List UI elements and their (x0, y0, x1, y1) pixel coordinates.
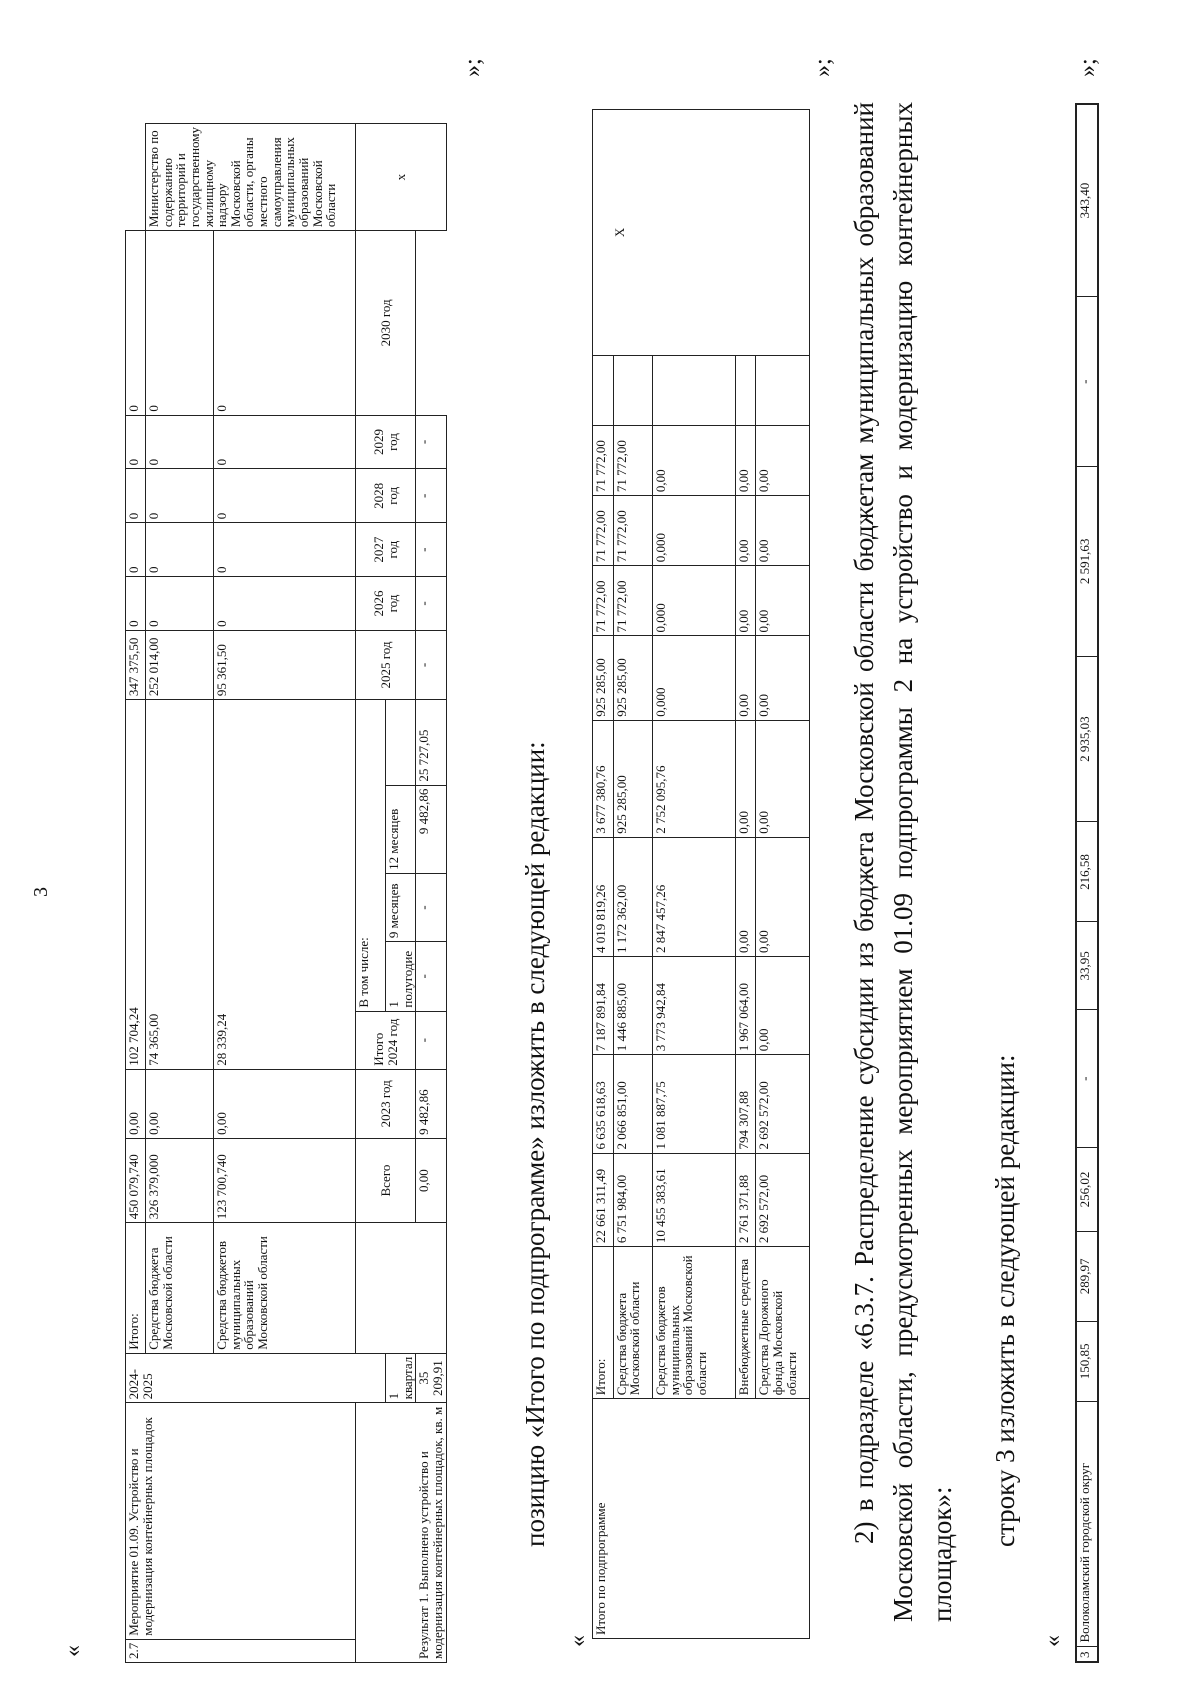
result-total: 35 209,91 (416, 1353, 446, 1403)
result-2028: - (416, 523, 446, 577)
header-2025: 2025 год (356, 630, 416, 699)
value-cell: 74 365,00 (146, 700, 214, 1070)
value-cell: 252 014,00 (146, 630, 214, 699)
header-2029: 2029 год (356, 415, 416, 469)
value-cell: 95 361,50 (214, 630, 356, 699)
value-cell: 0 (126, 231, 146, 415)
header-h1: 1 полугодие (386, 942, 416, 1011)
row-cell: 289,97 (1076, 1231, 1098, 1321)
value-cell: 6 635 618,63 (593, 1055, 614, 1153)
value-cell: 10 455 383,61 (652, 1153, 735, 1247)
value-cell: 326 379,000 (146, 1138, 214, 1222)
value-cell: 0,00 (756, 636, 810, 720)
value-cell: 71 772,00 (613, 566, 652, 636)
event-period: 2024-2025 (126, 1353, 386, 1403)
value-cell: 0 (126, 523, 146, 577)
value-cell: 925 285,00 (613, 720, 652, 837)
open-quote: « (60, 1645, 86, 1657)
x-mark: Х (593, 110, 810, 356)
source-cell: Средства бюджета Московской области (613, 1247, 652, 1399)
empty-cell (756, 355, 810, 425)
result-h1: - (416, 942, 446, 1011)
value-cell: 794 307,88 (735, 1055, 756, 1153)
header-2023: 2023 год (356, 1069, 416, 1138)
source-cell: Итого: (593, 1247, 614, 1399)
header-incl: В том числе: (356, 700, 386, 1011)
value-cell: 123 700,740 (214, 1138, 356, 1222)
value-cell: 3 773 942,84 (652, 957, 735, 1055)
header-total: Всего (356, 1138, 416, 1222)
result-itogo-2024: 9 482,86 (416, 1069, 446, 1138)
row-cell: 216,58 (1076, 822, 1098, 922)
value-cell: 925 285,00 (613, 636, 652, 720)
value-cell: 71 772,00 (593, 425, 614, 495)
value-cell: 0 (146, 469, 214, 523)
source-cell: Средства бюджетов муниципальных образований Московской области (214, 1223, 356, 1354)
value-cell: 6 751 984,00 (613, 1153, 652, 1247)
result-2023: 0,00 (416, 1138, 446, 1222)
value-cell: 0,000 (652, 496, 735, 566)
source-cell: Итого: (126, 1223, 146, 1354)
value-cell: 71 772,00 (593, 496, 614, 566)
row-cell: Волоколамский городской округ (1076, 1401, 1098, 1646)
result-9m: - (416, 873, 446, 941)
value-cell: 925 285,00 (593, 636, 614, 720)
x-mark: х (356, 124, 447, 231)
value-cell: 0,00 (735, 566, 756, 636)
value-cell: 0 (214, 523, 356, 577)
header-q1: 1 квартал (386, 1353, 416, 1403)
result-12m: 9 482,86 (416, 785, 446, 873)
value-cell: 2 847 457,26 (652, 837, 735, 956)
source-cell: Средства Дорожного фонда Московской области (756, 1247, 810, 1399)
value-cell: 0,00 (735, 720, 756, 837)
header-2030: 2030 год (356, 231, 416, 415)
value-cell: 1 967 064,00 (735, 957, 756, 1055)
value-cell: 0,00 (735, 496, 756, 566)
value-cell: 0,00 (735, 837, 756, 956)
value-cell: 4 019 819,26 (593, 837, 614, 956)
empty-cell (613, 355, 652, 425)
value-cell: 1 081 887,75 (652, 1055, 735, 1153)
value-cell: 0,00 (756, 425, 810, 495)
close-mark-1: »; (460, 58, 486, 77)
result-2029: - (416, 469, 446, 523)
source-cell: Внебюджетные средства (735, 1247, 756, 1399)
value-cell: 0 (214, 231, 356, 415)
value-cell: 0 (146, 415, 214, 469)
value-cell: 0 (214, 577, 356, 631)
value-cell: 28 339,24 (214, 700, 356, 1070)
result-2026: - (416, 630, 446, 699)
value-cell: 0,00 (756, 837, 810, 956)
empty-cell (652, 355, 735, 425)
value-cell: 0 (146, 577, 214, 631)
value-cell: 0,00 (735, 425, 756, 495)
value-cell: 0,00 (735, 636, 756, 720)
result-label: Результат 1. Выполнено устройство и модернизация контейнерных площадок, кв. м (356, 1403, 447, 1663)
subprogram-label: Итого по подпрограмме (593, 1399, 810, 1639)
value-cell: 0,00 (756, 957, 810, 1055)
value-cell: 0 (126, 415, 146, 469)
value-cell: 0 (146, 523, 214, 577)
row-cell: 256,02 (1076, 1148, 1098, 1232)
value-cell: 71 772,00 (613, 496, 652, 566)
empty-cell (356, 1223, 447, 1354)
value-cell: 1 172 362,00 (613, 837, 652, 956)
row-cell: 150,85 (1076, 1321, 1098, 1401)
close-mark-3: »; (1075, 58, 1101, 77)
event-table (125, 123, 447, 1663)
value-cell: 0,00 (126, 1069, 146, 1138)
value-cell: 0,00 (756, 566, 810, 636)
value-cell: 71 772,00 (593, 566, 614, 636)
result-2030: - (416, 415, 446, 469)
value-cell: 0,00 (146, 1069, 214, 1138)
row-cell: 343,40 (1076, 104, 1098, 297)
instruction-1: позицию «Итого по подпрограмме» изложить в следующей редакции: (520, 741, 550, 1547)
okrug-row-table (1075, 103, 1099, 1663)
empty-cell (735, 355, 756, 425)
open-quote-2: « (565, 1635, 591, 1647)
value-cell: 102 704,24 (126, 700, 146, 1070)
row-cell: 33,95 (1076, 922, 1098, 1010)
value-cell: 22 661 311,49 (593, 1153, 614, 1247)
instruction-2: строку 3 изложить в следующей редакции: (990, 1054, 1020, 1547)
value-cell: 2 752 095,76 (652, 720, 735, 837)
source-cell: Средства бюджетов муниципальных образований Московской области (652, 1247, 735, 1399)
value-cell: 2 066 851,00 (613, 1055, 652, 1153)
empty-cell (593, 355, 614, 425)
page-number: 3 (30, 887, 52, 897)
value-cell: 0 (214, 415, 356, 469)
header-2028: 2028 год (356, 469, 416, 523)
value-cell: 7 187 891,84 (593, 957, 614, 1055)
value-cell: 0 (126, 469, 146, 523)
value-cell: 2 761 371,88 (735, 1153, 756, 1247)
value-cell: 0,00 (756, 720, 810, 837)
subprogram-total-table (592, 109, 810, 1639)
row-cell: - (1076, 297, 1098, 467)
value-cell: 450 079,740 (126, 1138, 146, 1222)
row-cell: - (1076, 1010, 1098, 1148)
row-number: 2.7 (126, 1639, 356, 1662)
value-cell: 0,00 (214, 1069, 356, 1138)
value-cell: 1 446 885,00 (613, 957, 652, 1055)
header-2027: 2027 год (356, 523, 416, 577)
result-2025: 25 727,05 (416, 700, 446, 786)
value-cell: 2 692 572,00 (756, 1153, 810, 1247)
result-2027: - (416, 577, 446, 631)
row-cell: 2 935,03 (1076, 656, 1098, 822)
value-cell: 347 375,50 (126, 630, 146, 699)
value-cell: 0,000 (652, 566, 735, 636)
value-cell: 0,000 (652, 636, 735, 720)
result-q1: - (416, 1011, 446, 1069)
value-cell: 2 692 572,00 (756, 1055, 810, 1153)
header-itogo-2024: Итого 2024 год (356, 1011, 416, 1069)
close-mark-2: »; (810, 58, 836, 77)
row-cell: 2 591,63 (1076, 467, 1098, 657)
paragraph-2: 2) в подразделе «6.3.7. Распределение субсидии из бюджета Московской области бюджетам муниципальных образований Московской области, предусмотренных мероприятием 01.09 подпрограммы 2 на устройство и модернизацию контейнерных площадок»: (849, 102, 958, 1622)
executor-cell: Министерство по содержанию территорий и государственному жилищному надзору Московской области, органы местного самоуправления муниципальных образований Московской области (146, 124, 356, 231)
header-9m: 9 месяцев (386, 873, 416, 941)
header-12m: 12 месяцев (386, 785, 416, 873)
value-cell: 0,00 (652, 425, 735, 495)
value-cell: 0 (214, 469, 356, 523)
value-cell: 0,00 (756, 496, 810, 566)
value-cell: 0 (146, 231, 214, 415)
header-2026: 2026 год (356, 577, 416, 631)
row-cell: 3 (1076, 1646, 1098, 1662)
event-name: Мероприятие 01.09. Устройство и модернизация контейнерных площадок (126, 1403, 356, 1639)
value-cell: 0 (126, 577, 146, 631)
value-cell: 3 677 380,76 (593, 720, 614, 837)
source-cell: Средства бюджета Московской области (146, 1223, 214, 1354)
open-quote-3: « (1040, 1635, 1066, 1647)
value-cell: 71 772,00 (613, 425, 652, 495)
